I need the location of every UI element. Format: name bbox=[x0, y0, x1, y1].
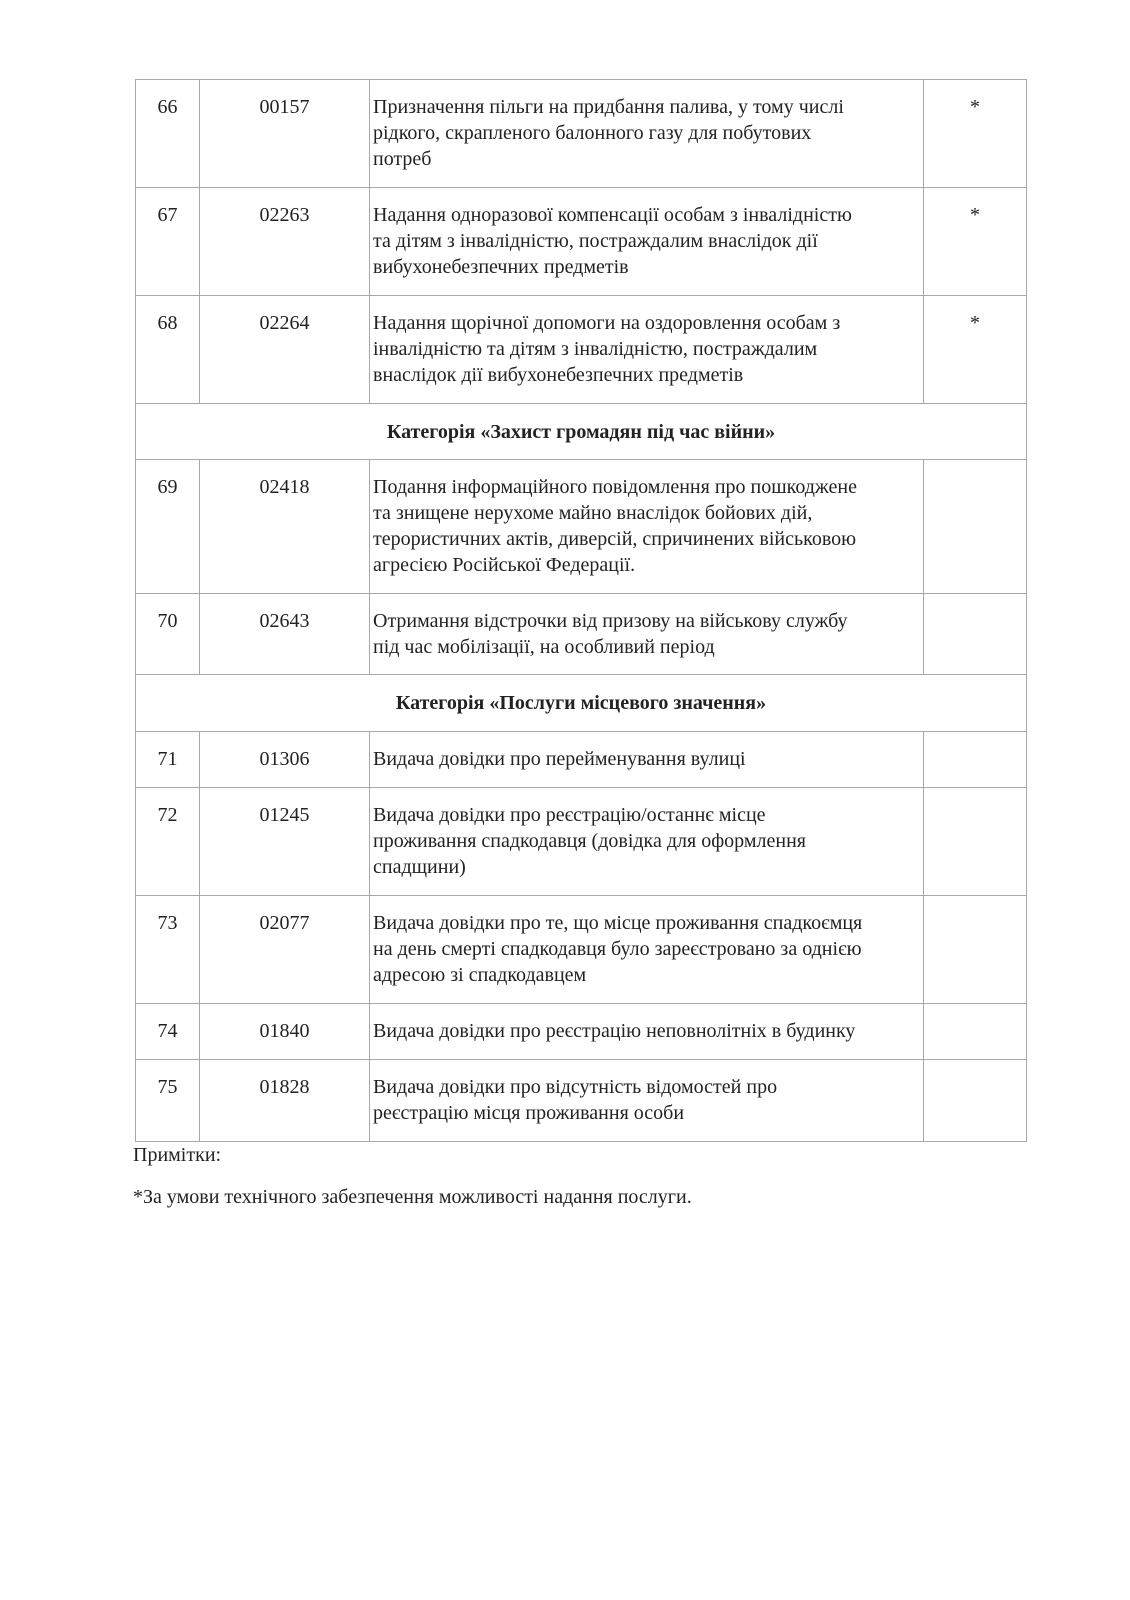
table-row bbox=[136, 594, 1027, 675]
technical-note-mark: * bbox=[924, 296, 1027, 404]
table-row bbox=[136, 788, 1027, 896]
service-code: 02077 bbox=[200, 896, 370, 1004]
service-code: 01828 bbox=[200, 1060, 370, 1142]
category-label: Категорія «Захист громадян під час війни» bbox=[136, 404, 1027, 460]
service-name: Видача довідки про те, що місце проживання спадкоємця на день смерті спадкодавця було зареєстровано за однією адресою зі спадкодавцем bbox=[370, 896, 924, 1004]
service-name: Видача довідки про відсутність відомостей про реєстрацію місця проживання особи bbox=[370, 1060, 924, 1142]
service-code: 02263 bbox=[200, 188, 370, 296]
service-number: 72 bbox=[136, 788, 200, 896]
table-row bbox=[136, 1060, 1027, 1142]
technical-note-mark bbox=[924, 896, 1027, 1004]
service-code: 01840 bbox=[200, 1004, 370, 1060]
service-code: 01245 bbox=[200, 788, 370, 896]
service-code: 01306 bbox=[200, 732, 370, 788]
category-label: Категорія «Послуги місцевого значення» bbox=[136, 675, 1027, 732]
service-name: Отримання відстрочки від призову на військову службу під час мобілізації, на особливий період bbox=[370, 594, 924, 675]
service-code: 02643 bbox=[200, 594, 370, 675]
service-number: 73 bbox=[136, 896, 200, 1004]
table-row bbox=[136, 80, 1027, 188]
service-number: 71 bbox=[136, 732, 200, 788]
technical-note-mark bbox=[924, 1060, 1027, 1142]
service-name: Подання інформаційного повідомлення про пошкоджене та знищене нерухоме майно внаслідок бойових дій, терористичних актів, диверсій, спричинених військовою агресією Російської Федерації. bbox=[370, 460, 924, 594]
service-name: Призначення пільги на придбання палива, у тому числі рідкого, скрапленого балонного газу для побутових потреб bbox=[370, 80, 924, 188]
technical-note-mark bbox=[924, 460, 1027, 594]
table-row bbox=[136, 732, 1027, 788]
service-number: 68 bbox=[136, 296, 200, 404]
technical-note-mark bbox=[924, 1004, 1027, 1060]
notes-text: *За умови технічного забезпечення можливості надання послуги. bbox=[133, 1186, 692, 1208]
service-name: Надання одноразової компенсації особам з інвалідністю та дітям з інвалідністю, постраждалим внаслідок дії вибухонебезпечних предметів bbox=[370, 188, 924, 296]
technical-note-mark bbox=[924, 594, 1027, 675]
service-name: Видача довідки про реєстрацію/останнє місце проживання спадкодавця (довідка для оформлення спадщини) bbox=[370, 788, 924, 896]
technical-note-mark bbox=[924, 788, 1027, 896]
service-number: 75 bbox=[136, 1060, 200, 1142]
service-number: 74 bbox=[136, 1004, 200, 1060]
service-name: Видача довідки про перейменування вулиці bbox=[370, 732, 924, 788]
table-row bbox=[136, 460, 1027, 594]
service-number: 66 bbox=[136, 80, 200, 188]
service-code: 02264 bbox=[200, 296, 370, 404]
services-table-body bbox=[136, 80, 1027, 1142]
services-table bbox=[135, 79, 1027, 1142]
service-name: Надання щорічної допомоги на оздоровлення особам з інвалідністю та дітям з інвалідністю, постраждалим внаслідок дії вибухонебезпечних предметів bbox=[370, 296, 924, 404]
technical-note-mark: * bbox=[924, 80, 1027, 188]
service-number: 69 bbox=[136, 460, 200, 594]
service-code: 00157 bbox=[200, 80, 370, 188]
notes-title: Примітки: bbox=[133, 1144, 222, 1166]
category-row bbox=[136, 675, 1027, 732]
table-row bbox=[136, 1004, 1027, 1060]
category-row bbox=[136, 404, 1027, 460]
table-row bbox=[136, 296, 1027, 404]
table-row bbox=[136, 896, 1027, 1004]
service-code: 02418 bbox=[200, 460, 370, 594]
service-name: Видача довідки про реєстрацію неповнолітніх в будинку bbox=[370, 1004, 924, 1060]
service-number: 70 bbox=[136, 594, 200, 675]
technical-note-mark bbox=[924, 732, 1027, 788]
table-row bbox=[136, 188, 1027, 296]
service-number: 67 bbox=[136, 188, 200, 296]
technical-note-mark: * bbox=[924, 188, 1027, 296]
